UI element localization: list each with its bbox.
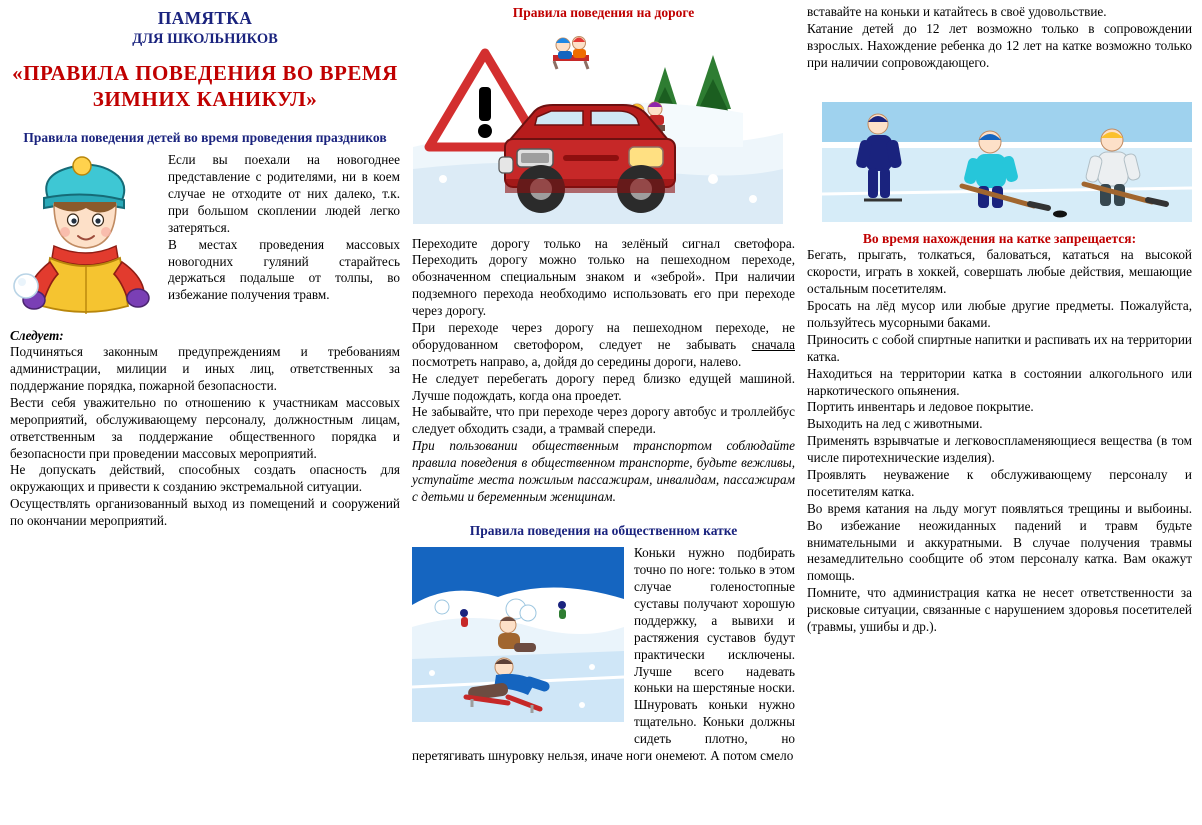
forbidden-para-6: Выходить на лед с животными. bbox=[807, 416, 983, 432]
road-para-3: Не следует перебегать дорогу перед близко едущей машиной. Лучше подождать, когда она проедет. bbox=[412, 370, 795, 403]
car-and-children-sledding-road-illustration bbox=[412, 28, 795, 230]
forbidden-para-2: Бросать на лёд мусор или любые другие предметы. Пожалуйста, пользуйтесь мусорными баками. bbox=[807, 298, 1192, 330]
road-para-2 bbox=[412, 320, 795, 371]
holidays-para-1: Если вы поехали на новогоднее представление с родителями, ни в коем случае не отходите от них далеко, т.к. при большом скоплении людей легко затеряться. bbox=[168, 152, 400, 235]
section-heading-road: Правила поведения на дороге bbox=[512, 5, 695, 20]
column-left bbox=[6, 4, 406, 825]
road-para-2a: При переходе через дорогу на пешеходном переходе, не оборудованном светофором, следует не забывать bbox=[412, 320, 795, 352]
forbidden-para-1: Бегать, прыгать, толкаться, баловаться, кататься на высокой скорости, играть в хоккей, совершать любые действия, мешающие остальным посетителям. bbox=[807, 247, 1192, 297]
road-para-2-underline: сначала bbox=[751, 336, 795, 352]
forbidden-para-8: Проявлять неуважение к обслуживающему персоналу и посетителям катка. bbox=[807, 467, 1192, 499]
road-para-4: Не забывайте, что при переходе через дорогу автобус и троллейбус следует обходить сзади, а трамвай спереди. bbox=[412, 404, 795, 437]
rink-para-1: Коньки нужно подбирать точно по ноге: только в этом случае голеностопные суставы получают хорошую поддержку, а вывихи и растяжения суставов будут практически исключены. Лучше всего надевать коньки на шерстяные носки. Шнуровать коньки нужно тщательно. Коньки должны сидеть плотно, но перетягивать шнуровку нельзя, иначе ноги онемеют. А потом смело bbox=[412, 545, 795, 764]
road-para-1: Переходите дорогу только на зелёный сигнал светофора. Переходить дорогу можно только на пешеходном переходе, обозначенном специальным знаком и «зеброй». При наличии подземного перехода необходимо использовать его при переходе через дорогу. bbox=[412, 235, 795, 319]
forbidden-para-3: Приносить с собой спиртные напитки и распивать их на территории катка. bbox=[807, 331, 1192, 364]
page-title-red: «ПРАВИЛА ПОВЕДЕНИЯ ВО ВРЕМЯ ЗИМНИХ КАНИКУЛ» bbox=[12, 61, 398, 112]
forbidden-para-7: Применять взрывчатые и легковоспламеняющиеся вещества (в том числе пиротехнические изделия). bbox=[807, 433, 1192, 466]
section-heading-forbidden: Во время нахождения на катке запрещается: bbox=[862, 230, 1137, 246]
holidays-para-6: Осуществлять организованный выход из помещений и сооружений по окончании мероприятий. bbox=[10, 496, 400, 529]
road-para-5: При пользовании общественным транспортом соблюдайте правила поведения в общественном транспорте, будьте вежливы, уступайте места пожилым пассажирам, инвалидам, пассажирам с детьми и беременным женщинам. bbox=[412, 438, 795, 504]
holidays-para-3: Подчиняться законным предупреждениям и требованиям администрации, милиции и иных лиц, ответственных за поддержание порядка, пожарной безопасности. bbox=[10, 344, 400, 393]
section-heading-holidays: Правила поведения детей во время проведения праздников bbox=[23, 129, 387, 145]
safety-para-10: Помните, что администрация катка не несет ответственности за рисковые ситуации, связанные с нарушением здоровья посетителей (травмы, ушибы и др.). bbox=[807, 585, 1192, 635]
safety-para-9: Во время катания на льду могут появляться трещины и выбоины. Во избежание неожиданных падений и травм будьте внимательными и аккуратными. В случае получения травмы незамедлительно сообщите об этом персоналу катка. Вам окажут помощь. bbox=[807, 500, 1192, 584]
road-para-2b: посмотреть направо, а, дойдя до середины дороги, налево. bbox=[412, 353, 742, 369]
page-title-line2: ДЛЯ ШКОЛЬНИКОВ bbox=[132, 31, 278, 48]
rink-continued-para-1: вставайте на коньки и катайтесь в своё удовольствие. bbox=[807, 4, 1107, 19]
section-heading-rink: Правила поведения на общественном катке bbox=[469, 522, 738, 538]
hockey-players-on-ice-illustration bbox=[822, 102, 1192, 227]
holidays-para-5: Не допускать действий, способных создать опасность для окружающих и привести к созданию экстремальной ситуации. bbox=[10, 462, 400, 495]
column-right bbox=[801, 4, 1196, 825]
boy-with-snowball-illustration bbox=[10, 154, 160, 324]
holidays-para-4: Вести себя уважительно по отношению к участникам массовых мероприятий, обслуживающему персоналу, должностным лицам, ответственным за поддержание общественного порядка и безопасности при проведении массовых мероприятий. bbox=[10, 394, 400, 461]
page-title-line1: ПАМЯТКА bbox=[157, 8, 253, 28]
column-middle bbox=[406, 4, 801, 825]
rink-continued-para-2: Катание детей до 12 лет возможно только в сопровождении взрослых. Нахождение ребенка до 12 лет на катке возможно только при наличии сопровождающего. bbox=[807, 20, 1192, 70]
follows-label: Следует: bbox=[10, 328, 64, 344]
forbidden-para-4: Находиться на территории катка в состоянии алкогольного или наркотического опьянения. bbox=[807, 365, 1192, 398]
holidays-para-2: В местах проведения массовых новогодних гуляний старайтесь держаться подальше от толпы, во избежание получения травм. bbox=[168, 236, 400, 303]
ice-skating-rink-illustration bbox=[412, 547, 624, 727]
forbidden-para-5: Портить инвентарь и ледовое покрытие. bbox=[807, 399, 1034, 415]
